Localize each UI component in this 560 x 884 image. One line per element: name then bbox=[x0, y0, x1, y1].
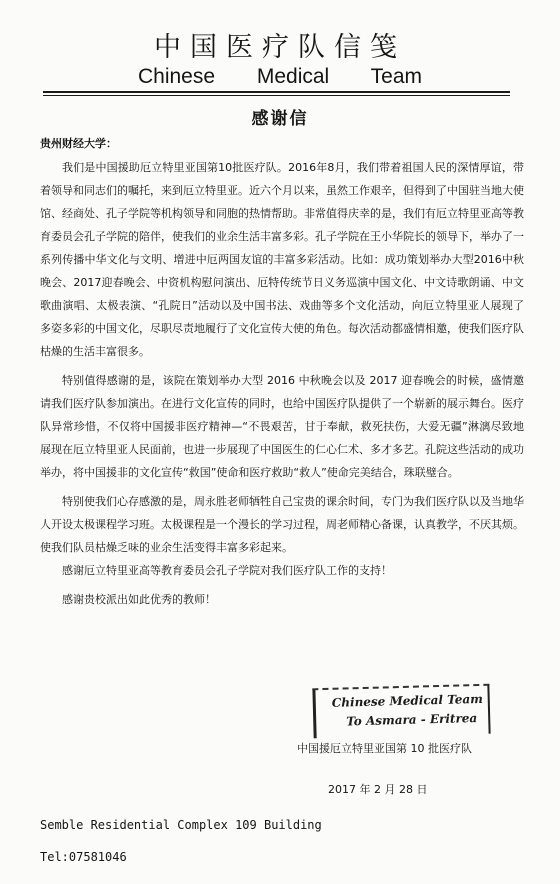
letterhead-rule-thick bbox=[43, 91, 510, 93]
paragraph-3: 特别使我们心存感激的是，周永胜老师牺牲自己宝贵的课余时间，专门为我们医疗队以及当地华人开设太极课程学习班。太极课程是一个漫长的学习过程，周老师精心备课，认真教学，不厌其烦。使我们队员枯燥乏味的业余生活变得丰富多彩起来。 bbox=[40, 495, 524, 554]
stamp-line-2: To Asmara - Eritrea bbox=[346, 711, 478, 729]
letter-date: 2017 年 2 月 28 日 bbox=[328, 783, 428, 796]
paragraph-5: 感谢贵校派出如此优秀的教师！ bbox=[62, 593, 216, 606]
letterhead-english: Chinese Medical Team bbox=[137, 65, 423, 88]
paragraph-1: 我们是中国援助厄立特里亚国第10批医疗队。2016年8月，我们带着祖国人民的深情厚谊，带着领导和同志们的嘱托，来到厄立特里亚。近六个月以来，虽然工作艰辛，但得到了中国驻当地大使馆、经商处、孔子学院等机构领导和同胞的热情帮助。非常值得庆幸的是，我们有厄立特里亚高等教育委员会孔子学院的陪伴，使我们的业余生活丰富多彩。孔子学院在王小华院长的领导下，举办了一系列传播中华文化与文明、增进中厄两国友谊的丰富多彩活动。比如：成功策划举办大型2016中秋晚会、2017迎春晚会、中资机构慰问演出、厄特传统节日义务巡演中国文化、中文诗歌朗诵、中文歌曲演唱、太极表演、“孔院日”活动以及中国书法、戏曲等多个文化活动，向厄立特里亚人展现了多姿多彩的中国文化，尽职尽责地履行了文化宣传大使的角色。每次活动都盛情相邀，使我们医疗队枯燥的生活丰富很多。 bbox=[40, 161, 524, 358]
letter-body bbox=[40, 156, 524, 611]
signature: 中国援厄立特里亚国第 10 批医疗队 bbox=[297, 742, 472, 755]
salutation: 贵州财经大学： bbox=[40, 137, 117, 150]
letterhead-chinese: 中国医疗队信笺 bbox=[154, 32, 406, 63]
team-stamp bbox=[312, 684, 490, 739]
stamp-line-1: Chinese Medical Team bbox=[331, 691, 484, 710]
footer-tel: Tel:07581046 bbox=[40, 850, 127, 864]
letter-title: 感谢信 bbox=[251, 109, 309, 129]
paragraph-2: 特别值得感谢的是，该院在策划举办大型 2016 中秋晚会以及 2017 迎春晚会的时候，盛情邀请我们医疗队参加演出。在进行文化宣传的同时，也给中国医疗队提供了一个崭新的展示舞台。医疗队异常珍惜，不仅将中国援非医疗精神—“不畏艰苦，甘于奉献，救死扶伤，大爱无疆”淋漓尽致地展现在厄立特里亚人民面前，也进一步展现了中国医生的仁心仁术、多才多艺。孔院这些活动的成功举办，将中国援非的文化宣传“救国”使命和医疗救助“救人”使命完美结合，珠联璧合。 bbox=[40, 374, 524, 479]
footer-address: Semble Residential Complex 109 Building bbox=[40, 818, 322, 832]
paragraph-4: 感谢厄立特里亚高等教育委员会孔子学院对我们医疗队工作的支持！ bbox=[62, 564, 392, 577]
letterhead-rule-thin bbox=[43, 95, 510, 96]
